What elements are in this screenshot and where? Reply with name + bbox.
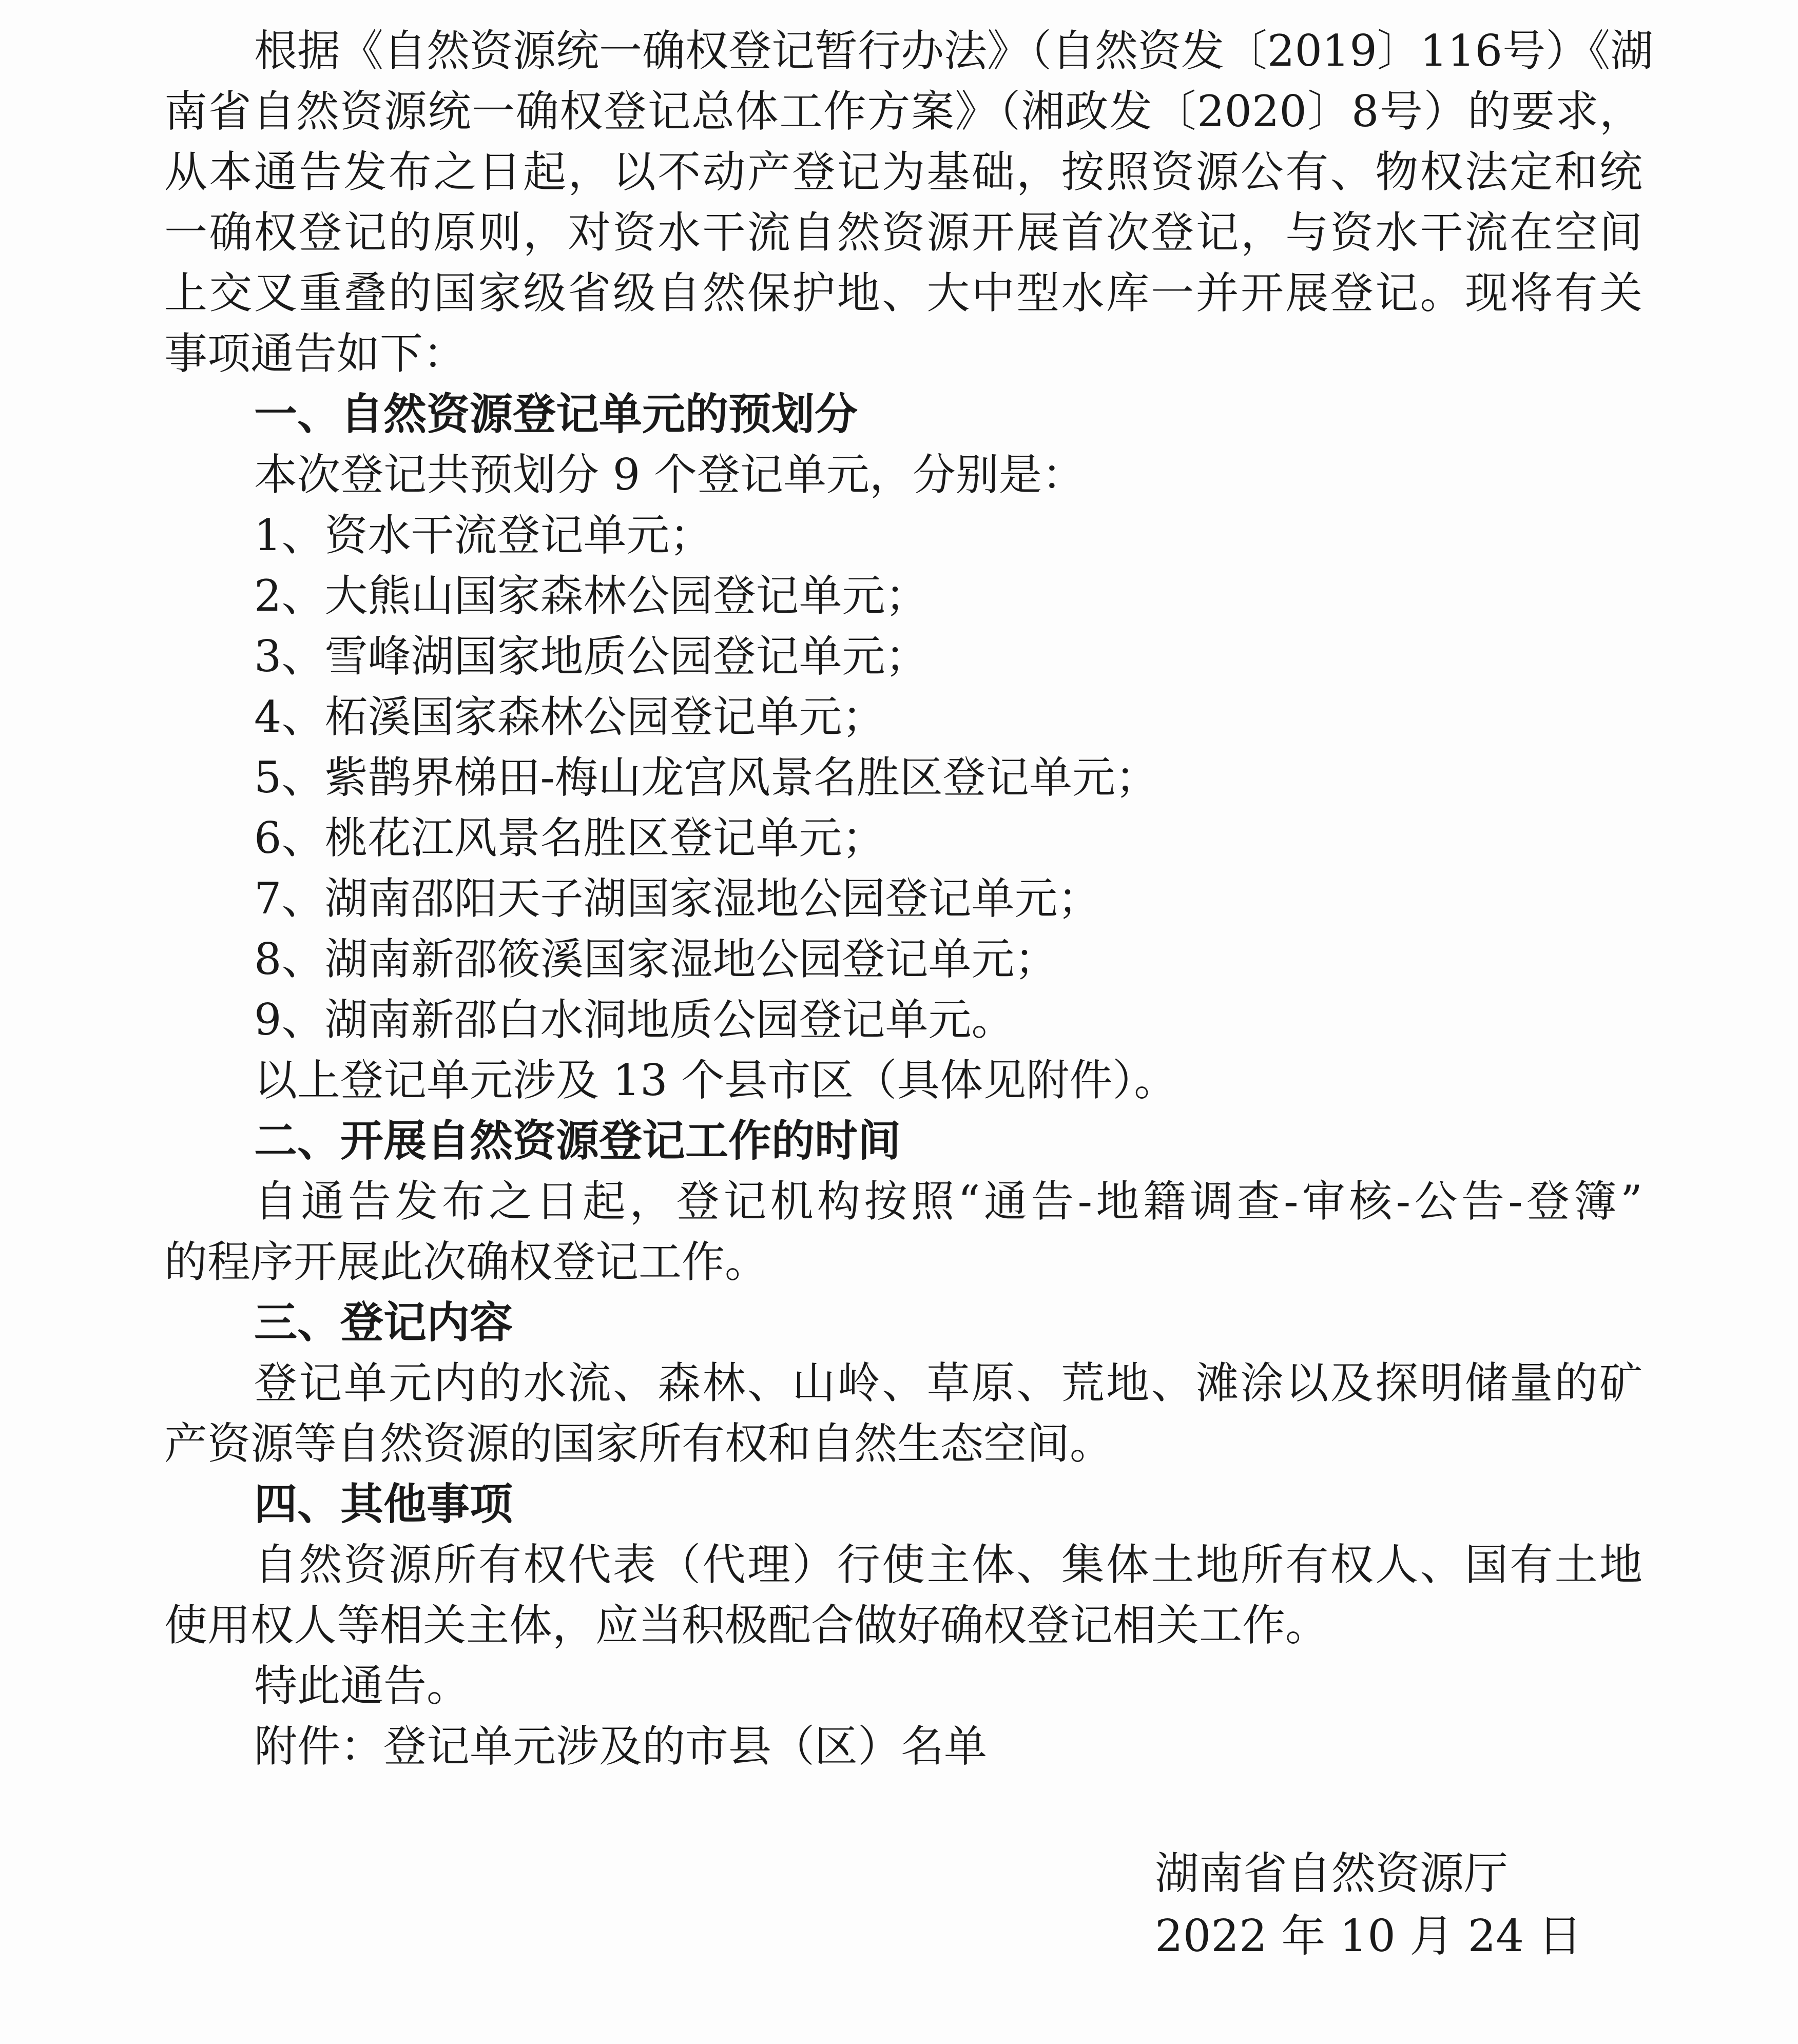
section4-line-2: 使用权人等相关主体，应当积极配合做好确权登记相关工作。: [164, 1600, 1329, 1650]
attachment-note: 附件：登记单元涉及的市县（区）名单: [254, 1721, 988, 1772]
intro-line-4: 一确权登记的原则，对资水干流自然资源开展首次登记，与资水干流在空间: [164, 207, 1642, 258]
list-item: 6、桃花江风景名胜区登记单元；: [254, 813, 885, 863]
list-item: 3、雪峰湖国家地质公园登记单元；: [254, 631, 929, 682]
list-item: 9、湖南新邵白水洞地质公园登记单元。: [254, 995, 1015, 1045]
section-heading-4: 四、其他事项: [254, 1479, 513, 1529]
list-item: 8、湖南新邵筱溪国家湿地公园登记单元；: [254, 934, 1058, 984]
intro-line-3: 从本通告发布之日起，以不动产登记为基础，按照资源公有、物权法定和统: [164, 147, 1642, 197]
intro-line-6: 事项通告如下：: [164, 328, 467, 379]
section2-line-1: 自通告发布之日起，登记机构按照“通告-地籍调查-审核-公告-登簿”: [254, 1176, 1642, 1227]
list-item: 1、资水干流登记单元；: [254, 510, 713, 560]
section-heading-1: 一、自然资源登记单元的预划分: [254, 389, 858, 439]
section3-line-1: 登记单元内的水流、森林、山岭、草原、荒地、滩涂以及探明储量的矿: [254, 1358, 1642, 1408]
section-heading-2: 二、开展自然资源登记工作的时间: [254, 1116, 901, 1166]
section-heading-3: 三、登记内容: [254, 1297, 513, 1348]
issuer-name: 湖南省自然资源厅: [1155, 1848, 1508, 1899]
section1-lead: 本次登记共预划分 9 个登记单元，分别是：: [254, 450, 1085, 500]
closing-statement: 特此通告。: [254, 1661, 470, 1711]
list-item: 5、紫鹊界梯田-梅山龙宫风景名胜区登记单元；: [254, 752, 1158, 803]
section4-line-1: 自然资源所有权代表（代理）行使主体、集体土地所有权人、国有土地: [254, 1540, 1642, 1590]
issue-date: 2022 年 10 月 24 日: [1155, 1911, 1582, 1962]
list-item: 7、湖南邵阳天子湖国家湿地公园登记单元；: [254, 873, 1101, 924]
intro-line-2: 南省自然资源统一确权登记总体工作方案》（湘政发〔2020〕8号）的要求，: [164, 86, 1642, 137]
list-item: 4、柘溪国家森林公园登记单元；: [254, 692, 885, 742]
section1-tail: 以上登记单元涉及 13 个县市区（具体见附件）。: [254, 1055, 1177, 1105]
section2-line-2: 的程序开展此次确权登记工作。: [164, 1237, 768, 1287]
signature-block: [1155, 1842, 1582, 1968]
intro-line-1: 根据《自然资源统一确权登记暂行办法》（自然资发〔2019〕116号）《湖: [254, 26, 1654, 76]
list-item: 2、大熊山国家森林公园登记单元；: [254, 571, 929, 621]
notice-body: [164, 21, 1654, 1777]
intro-line-5: 上交叉重叠的国家级省级自然保护地、大中型水库一并开展登记。现将有关: [164, 268, 1642, 318]
section3-line-2: 产资源等自然资源的国家所有权和自然生态空间。: [164, 1418, 1113, 1469]
